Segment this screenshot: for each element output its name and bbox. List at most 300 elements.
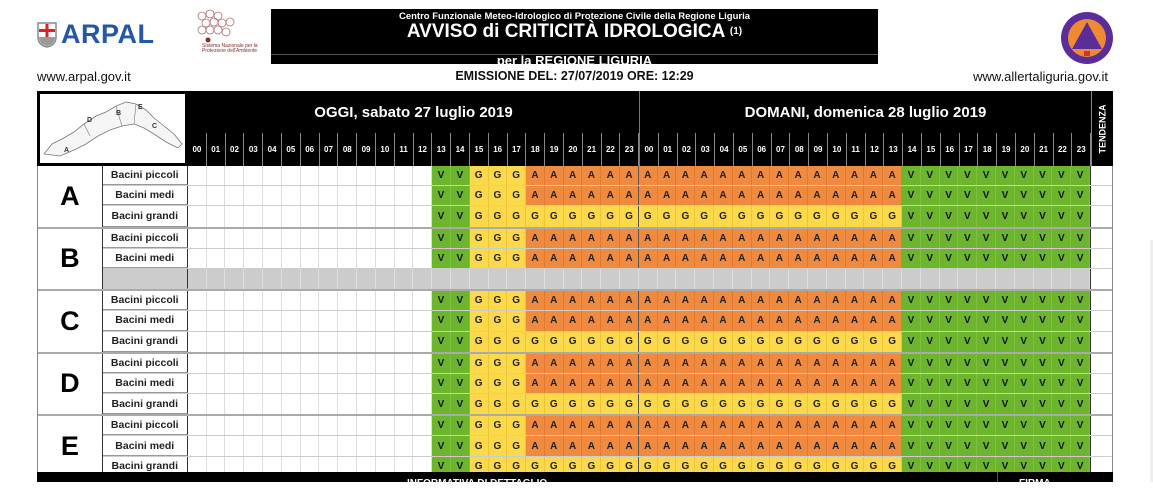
hour-header: 22 [602, 133, 621, 166]
criticality-cell: V [996, 416, 1015, 435]
criticality-cell [319, 354, 338, 373]
criticality-cell [376, 394, 395, 414]
criticality-cell [413, 436, 432, 455]
criticality-cell: V [1015, 311, 1034, 330]
criticality-cell: V [996, 229, 1015, 248]
criticality-cell: G [883, 206, 902, 226]
criticality-cell: A [808, 374, 827, 393]
criticality-cell: V [1034, 436, 1053, 455]
criticality-cell [301, 206, 320, 226]
criticality-cell: A [770, 249, 789, 268]
criticality-cell: V [996, 291, 1015, 310]
criticality-cell: A [545, 436, 564, 455]
criticality-cell: A [808, 291, 827, 310]
hour-header: 03 [244, 133, 263, 166]
criticality-cell [225, 354, 244, 373]
criticality-cell: G [564, 457, 583, 477]
criticality-cell: G [808, 332, 827, 352]
criticality-cell: V [996, 311, 1015, 330]
criticality-cell [244, 374, 263, 393]
hour-header: 03 [696, 133, 715, 166]
criticality-cell [413, 374, 432, 393]
criticality-cell [319, 311, 338, 330]
criticality-cell: A [676, 186, 695, 205]
criticality-cell: G [470, 354, 489, 373]
criticality-cell: G [733, 394, 752, 414]
criticality-cell [301, 229, 320, 248]
criticality-cell: A [883, 291, 902, 310]
criticality-cell: A [676, 249, 695, 268]
criticality-cell: V [977, 354, 996, 373]
criticality-cell: V [921, 166, 940, 185]
criticality-cell: V [1015, 229, 1034, 248]
criticality-cell: V [1071, 457, 1090, 477]
criticality-cell [338, 354, 357, 373]
criticality-cell [207, 269, 226, 289]
criticality-cell: V [1034, 186, 1053, 205]
tendency-cell [1090, 206, 1112, 226]
criticality-cell: G [545, 394, 564, 414]
criticality-cell: A [864, 354, 883, 373]
tendency-label: TENDENZA [1097, 104, 1108, 153]
criticality-cell: G [639, 206, 658, 226]
hour-header: 21 [1035, 133, 1054, 166]
criticality-cell: A [827, 311, 846, 330]
criticality-cell: V [1071, 249, 1090, 268]
criticality-cell: A [846, 186, 865, 205]
criticality-cell [376, 332, 395, 352]
criticality-cell [338, 186, 357, 205]
hour-header: 20 [1016, 133, 1035, 166]
criticality-cell: G [507, 457, 526, 477]
criticality-cell: G [846, 206, 865, 226]
criticality-cell: G [582, 457, 601, 477]
criticality-cell: G [470, 394, 489, 414]
criticality-cell: A [789, 166, 808, 185]
criticality-cell [1015, 269, 1034, 289]
criticality-cell: V [958, 374, 977, 393]
hour-header: 04 [715, 133, 734, 166]
criticality-cell: V [432, 436, 451, 455]
criticality-cell: G [883, 332, 902, 352]
criticality-cell: A [770, 166, 789, 185]
criticality-cell: A [639, 186, 658, 205]
info-detail-label: INFORMATIVA DI DETTAGLIO [407, 478, 548, 489]
criticality-cell: A [658, 229, 677, 248]
hour-header: 02 [678, 133, 697, 166]
criticality-cell: V [977, 229, 996, 248]
criticality-cell: A [620, 311, 639, 330]
criticality-cell: A [714, 291, 733, 310]
criticality-cell [319, 436, 338, 455]
criticality-cell [225, 332, 244, 352]
criticality-cell: V [958, 457, 977, 477]
criticality-cell [376, 206, 395, 226]
criticality-cell: V [1052, 374, 1071, 393]
criticality-cell: G [846, 457, 865, 477]
basin-label: Bacini medi [103, 436, 188, 455]
hour-header: 07 [772, 133, 791, 166]
criticality-cell: V [977, 186, 996, 205]
criticality-cell [319, 186, 338, 205]
criticality-cell [752, 269, 771, 289]
criticality-cell: V [958, 436, 977, 455]
criticality-cell: V [1034, 206, 1053, 226]
criticality-cell: G [507, 311, 526, 330]
criticality-cell: A [827, 374, 846, 393]
criticality-cell: V [977, 249, 996, 268]
criticality-cell [188, 186, 207, 205]
criticality-cell [207, 416, 226, 435]
criticality-cell [582, 269, 601, 289]
criticality-cell: A [639, 374, 658, 393]
criticality-cell: G [526, 394, 545, 414]
criticality-cell: G [489, 249, 508, 268]
criticality-cell: A [846, 229, 865, 248]
criticality-cell: V [1015, 416, 1034, 435]
criticality-cell [338, 249, 357, 268]
criticality-cell [282, 291, 301, 310]
criticality-cell: G [489, 436, 508, 455]
zone-block-e [38, 416, 1112, 479]
criticality-cell [413, 269, 432, 289]
hour-header: 10 [828, 133, 847, 166]
criticality-cell [770, 269, 789, 289]
criticality-cell: V [977, 206, 996, 226]
criticality-cell [225, 186, 244, 205]
criticality-cell [376, 436, 395, 455]
criticality-cell: V [1034, 229, 1053, 248]
criticality-cell [902, 269, 921, 289]
criticality-cell [319, 229, 338, 248]
criticality-cell: V [1015, 457, 1034, 477]
hour-header: 05 [734, 133, 753, 166]
criticality-cell: V [1052, 394, 1071, 414]
criticality-cell: G [545, 332, 564, 352]
criticality-cell [395, 374, 414, 393]
criticality-cell: V [1071, 291, 1090, 310]
criticality-cell [395, 416, 414, 435]
criticality-cell: V [940, 457, 959, 477]
criticality-cell: A [808, 249, 827, 268]
criticality-cell: A [808, 229, 827, 248]
criticality-cell: A [846, 416, 865, 435]
criticality-cell: A [582, 374, 601, 393]
criticality-cell: A [582, 416, 601, 435]
criticality-cell: V [451, 416, 470, 435]
criticality-cell: V [451, 354, 470, 373]
criticality-cell [282, 394, 301, 414]
criticality-cell [319, 416, 338, 435]
liguria-shield-icon [37, 22, 57, 48]
criticality-cell: A [601, 186, 620, 205]
basin-label: Bacini piccoli [103, 354, 188, 373]
criticality-cell [376, 269, 395, 289]
criticality-cell: A [582, 436, 601, 455]
criticality-cell: G [507, 332, 526, 352]
criticality-cell: V [940, 394, 959, 414]
criticality-cell: A [601, 166, 620, 185]
criticality-cell: G [489, 186, 508, 205]
criticality-cell: A [883, 374, 902, 393]
criticality-cell [301, 186, 320, 205]
criticality-cell: A [770, 291, 789, 310]
criticality-cell: A [601, 291, 620, 310]
criticality-cell: V [977, 332, 996, 352]
criticality-cell: V [958, 394, 977, 414]
criticality-cell: A [752, 436, 771, 455]
criticality-cell: V [902, 311, 921, 330]
criticality-cell: A [733, 229, 752, 248]
criticality-cell: V [451, 436, 470, 455]
criticality-cell: A [789, 416, 808, 435]
criticality-cell: A [752, 186, 771, 205]
criticality-cell: V [1052, 186, 1071, 205]
criticality-cell: A [733, 166, 752, 185]
criticality-cell: V [1034, 291, 1053, 310]
criticality-cell: A [733, 374, 752, 393]
tendency-cell [1090, 269, 1112, 289]
criticality-cell [413, 311, 432, 330]
criticality-cell: V [1015, 436, 1034, 455]
criticality-cell [526, 269, 545, 289]
criticality-cell [601, 269, 620, 289]
criticality-cell: A [658, 354, 677, 373]
criticality-cell: V [1071, 394, 1090, 414]
criticality-cell [263, 186, 282, 205]
criticality-cell [827, 269, 846, 289]
criticality-cell: A [864, 166, 883, 185]
criticality-cell [413, 206, 432, 226]
criticality-cell: A [582, 166, 601, 185]
criticality-cell: A [789, 229, 808, 248]
arpal-url-link[interactable]: www.arpal.gov.it [37, 69, 131, 84]
criticality-cell: A [883, 311, 902, 330]
allertaliguria-url-link[interactable]: www.allertaliguria.gov.it [973, 69, 1108, 84]
basin-label: Bacini piccoli [103, 229, 188, 248]
criticality-cell: V [432, 374, 451, 393]
criticality-cell [282, 249, 301, 268]
criticality-cell: V [1052, 457, 1071, 477]
criticality-cell: V [432, 457, 451, 477]
footer-divider [997, 472, 998, 482]
criticality-cell [489, 269, 508, 289]
title-box [271, 9, 878, 68]
hour-header: 09 [809, 133, 828, 166]
criticality-cell: V [1052, 249, 1071, 268]
criticality-cell [263, 166, 282, 185]
criticality-cell [338, 166, 357, 185]
criticality-cell [357, 311, 376, 330]
map-zone-c: C [152, 123, 158, 130]
snpa-text: Sistema Nazionale per la Protezione dell'Ambiente [202, 43, 258, 54]
criticality-cell [207, 291, 226, 310]
criticality-cell [301, 291, 320, 310]
criticality-cell [282, 311, 301, 330]
criticality-cell: V [902, 291, 921, 310]
criticality-cell: G [846, 394, 865, 414]
criticality-cell: V [996, 206, 1015, 226]
criticality-cell: A [883, 416, 902, 435]
criticality-cell [225, 416, 244, 435]
criticality-cell: A [808, 354, 827, 373]
criticality-cell: A [526, 249, 545, 268]
criticality-cell [263, 206, 282, 226]
criticality-cell: A [526, 186, 545, 205]
criticality-cell: V [996, 436, 1015, 455]
criticality-cell: A [808, 436, 827, 455]
criticality-cell: A [695, 436, 714, 455]
criticality-cell [395, 394, 414, 414]
criticality-cell: A [789, 186, 808, 205]
criticality-cell [301, 374, 320, 393]
criticality-cell: G [883, 394, 902, 414]
criticality-cell: A [846, 354, 865, 373]
criticality-cell: G [864, 394, 883, 414]
criticality-cell [301, 332, 320, 352]
criticality-cell: A [676, 354, 695, 373]
criticality-cell: G [827, 206, 846, 226]
criticality-cell: V [940, 166, 959, 185]
criticality-cell [338, 311, 357, 330]
criticality-cell: V [1052, 354, 1071, 373]
criticality-cell: V [996, 457, 1015, 477]
criticality-cell: A [883, 229, 902, 248]
criticality-cell [921, 269, 940, 289]
criticality-cell: V [1034, 354, 1053, 373]
criticality-cell [733, 269, 752, 289]
criticality-cell [395, 186, 414, 205]
criticality-cell [225, 374, 244, 393]
criticality-cell [282, 166, 301, 185]
criticality-cell: V [1015, 291, 1034, 310]
criticality-cell: V [902, 332, 921, 352]
criticality-cell [357, 249, 376, 268]
criticality-cell: A [827, 186, 846, 205]
criticality-cell: A [770, 374, 789, 393]
criticality-cell [338, 229, 357, 248]
criticality-cell: A [545, 416, 564, 435]
criticality-cell [395, 269, 414, 289]
criticality-cell: V [940, 249, 959, 268]
criticality-cell: A [695, 229, 714, 248]
criticality-cell: G [695, 332, 714, 352]
criticality-cell: V [432, 354, 451, 373]
criticality-cell [357, 229, 376, 248]
criticality-cell: A [827, 436, 846, 455]
tendency-cell [1090, 186, 1112, 205]
criticality-cell [338, 416, 357, 435]
criticality-cell: G [770, 457, 789, 477]
criticality-cell [188, 374, 207, 393]
hour-header: 05 [282, 133, 301, 166]
criticality-cell: G [582, 332, 601, 352]
criticality-cell [263, 229, 282, 248]
criticality-cell: G [752, 332, 771, 352]
criticality-cell: A [620, 249, 639, 268]
criticality-cell [263, 249, 282, 268]
criticality-cell [507, 269, 526, 289]
criticality-cell [188, 311, 207, 330]
criticality-cell [244, 269, 263, 289]
criticality-cell [376, 166, 395, 185]
criticality-cell: V [432, 332, 451, 352]
hour-header: 01 [207, 133, 226, 166]
criticality-cell: A [827, 354, 846, 373]
criticality-cell: A [846, 374, 865, 393]
criticality-cell [225, 269, 244, 289]
criticality-cell: V [1071, 436, 1090, 455]
criticality-cell: V [940, 354, 959, 373]
criticality-cell: A [733, 416, 752, 435]
tendency-cell [1090, 332, 1112, 352]
criticality-cell: V [977, 416, 996, 435]
criticality-cell: V [1052, 332, 1071, 352]
hour-header: 19 [997, 133, 1016, 166]
basin-label: Bacini medi [103, 186, 188, 205]
hour-header: 01 [659, 133, 678, 166]
title-subtitle: Centro Funzionale Meteo-Idrologico di Protezione Civile della Regione Liguria [398, 11, 750, 22]
basin-label: Bacini grandi [103, 394, 188, 414]
criticality-cell [244, 206, 263, 226]
criticality-cell [301, 249, 320, 268]
hour-header: 15 [922, 133, 941, 166]
criticality-cell [244, 416, 263, 435]
criticality-cell: G [507, 374, 526, 393]
criticality-cell: G [470, 229, 489, 248]
criticality-cell: V [1015, 249, 1034, 268]
criticality-cell: A [545, 249, 564, 268]
criticality-cell: A [883, 436, 902, 455]
criticality-cell [319, 394, 338, 414]
criticality-cell: V [958, 186, 977, 205]
criticality-cell: G [846, 332, 865, 352]
criticality-cell: G [470, 186, 489, 205]
criticality-cell [188, 229, 207, 248]
criticality-cell: V [958, 416, 977, 435]
criticality-cell: G [770, 332, 789, 352]
criticality-cell [451, 269, 470, 289]
criticality-cell: V [1034, 416, 1053, 435]
tendency-cell [1090, 229, 1112, 248]
criticality-cell [864, 269, 883, 289]
criticality-cell: V [940, 311, 959, 330]
criticality-cell: G [470, 332, 489, 352]
basin-row [103, 291, 1112, 311]
criticality-cell: G [620, 206, 639, 226]
criticality-cell: A [639, 416, 658, 435]
criticality-cell: A [639, 311, 658, 330]
criticality-cell [319, 269, 338, 289]
criticality-cell: A [545, 354, 564, 373]
criticality-cell: A [714, 311, 733, 330]
criticality-cell: G [752, 206, 771, 226]
tendency-cell [1090, 249, 1112, 268]
hour-header: 16 [489, 133, 508, 166]
criticality-cell [282, 186, 301, 205]
criticality-cell: A [846, 311, 865, 330]
criticality-cell [338, 269, 357, 289]
criticality-cell: G [864, 457, 883, 477]
criticality-cell: V [902, 436, 921, 455]
map-zone-b: B [116, 110, 122, 117]
title-footnote: (1) [729, 26, 743, 37]
hour-header: 14 [903, 133, 922, 166]
criticality-cell: V [432, 229, 451, 248]
criticality-cell: V [996, 354, 1015, 373]
criticality-cell: A [695, 374, 714, 393]
criticality-cell: G [489, 457, 508, 477]
